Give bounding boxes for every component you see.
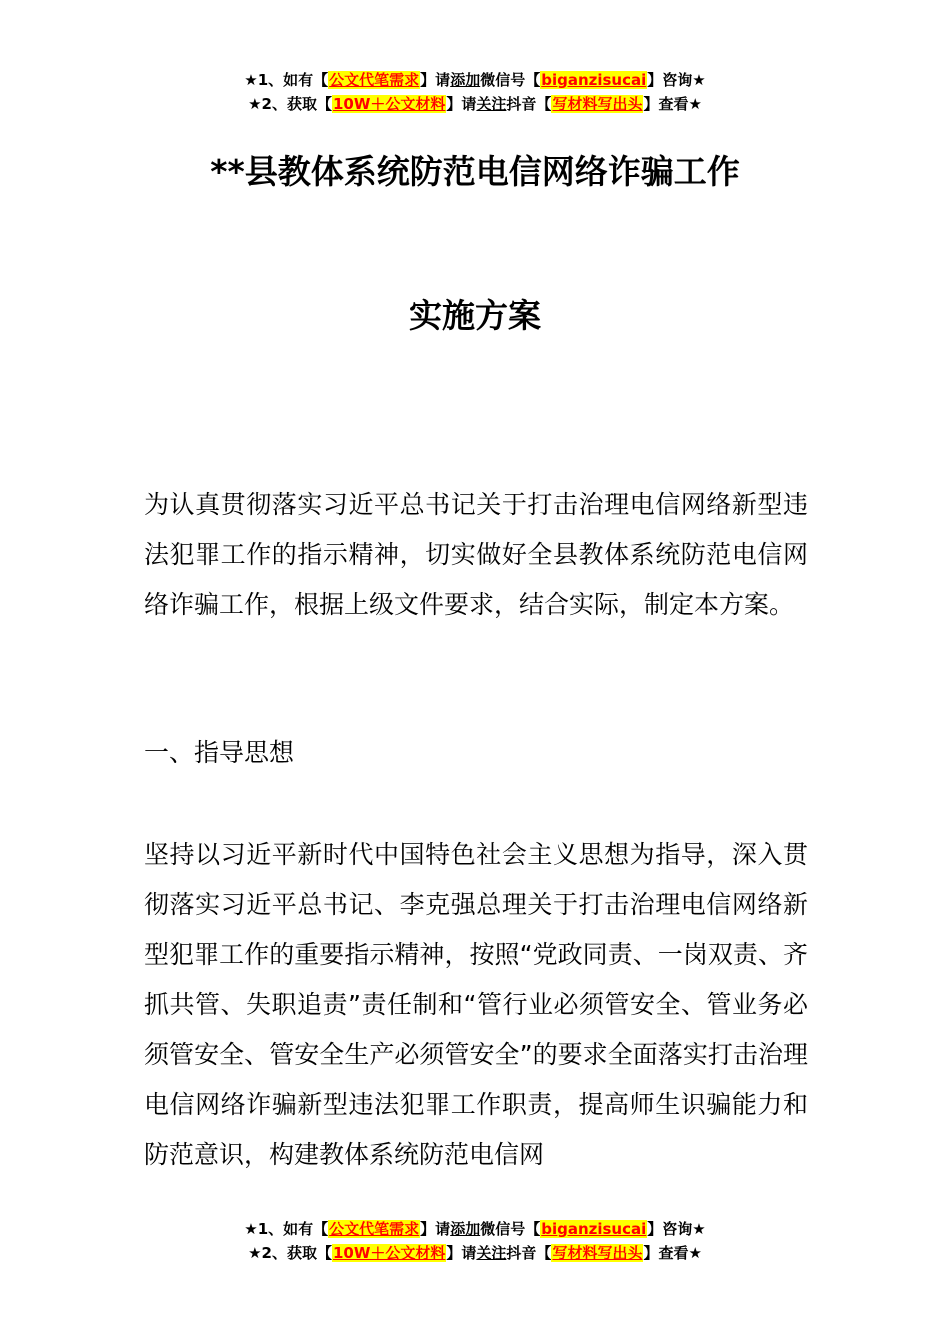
promo-highlight-service: 公文代笔需求 xyxy=(329,1220,420,1238)
promo-highlight-materials: 10W＋公文材料 xyxy=(332,1244,446,1262)
section-heading-guiding-ideology: 一、指导思想 xyxy=(144,738,295,767)
document-title-line-2: 实施方案 xyxy=(409,296,541,335)
promo-line-2-underlined: 关注 xyxy=(476,95,507,113)
promo-highlight-wechat-id: biganzisucai xyxy=(541,1220,647,1238)
promo-line-1-prefix: ★1、如有【 xyxy=(244,1220,329,1238)
promo-highlight-service: 公文代笔需求 xyxy=(329,71,420,89)
promo-line-1-suffix: 】咨询★ xyxy=(647,1220,706,1238)
promo-line-2-suffix: 】查看★ xyxy=(643,1244,702,1262)
promo-line-1-mid: 】请 xyxy=(420,71,451,89)
promo-highlight-douyin: 写材料写出头 xyxy=(552,95,643,113)
promo-line-2-suffix: 】查看★ xyxy=(643,95,702,113)
promo-banner-top xyxy=(0,68,950,116)
promo-line-2-mid2: 抖音【 xyxy=(506,95,552,113)
promo-line-2-mid: 】请 xyxy=(446,1244,477,1262)
promo-line-1-bottom xyxy=(0,1217,950,1241)
promo-line-1-underlined: 添加 xyxy=(450,1220,481,1238)
promo-line-2-mid: 】请 xyxy=(446,95,477,113)
promo-line-2-underlined: 关注 xyxy=(476,1244,507,1262)
promo-line-1-mid: 】请 xyxy=(420,1220,451,1238)
promo-line-1-mid2: 微信号【 xyxy=(480,1220,541,1238)
promo-banner-bottom xyxy=(0,1217,950,1265)
promo-line-1-underlined: 添加 xyxy=(450,71,481,89)
promo-line-2-bottom xyxy=(0,1241,950,1265)
promo-highlight-wechat-id: biganzisucai xyxy=(541,71,647,89)
promo-line-1-suffix: 】咨询★ xyxy=(647,71,706,89)
document-title-line-1: **县教体系统防范电信网络诈骗工作 xyxy=(210,152,740,191)
promo-line-1-mid2: 微信号【 xyxy=(480,71,541,89)
promo-line-1-prefix: ★1、如有【 xyxy=(244,71,329,89)
intro-paragraph: 为认真贯彻落实习近平总书记关于打击治理电信网络新型违法犯罪工作的指示精神，切实做好全县教体系统防范电信网络诈骗工作，根据上级文件要求，结合实际，制定本方案。 xyxy=(144,490,808,619)
promo-highlight-douyin: 写材料写出头 xyxy=(552,1244,643,1262)
promo-line-2-mid2: 抖音【 xyxy=(506,1244,552,1262)
promo-line-2-prefix: ★2、获取【 xyxy=(248,1244,332,1262)
section-paragraph-guiding-ideology: 坚持以习近平新时代中国特色社会主义思想为指导，深入贯彻落实习近平总书记、李克强总理关于打击治理电信网络新型犯罪工作的重要指示精神，按照“党政同责、一岗双责、齐抓共管、失职追责”责任制和“管行业必须管安全、管业务必须管安全、管安全生产必须管安全”的要求全面落实打击治理电信网络诈骗新型违法犯罪工作职责，提高师生识骗能力和防范意识，构建教体系统防范电信网 xyxy=(144,840,808,1169)
promo-line-2 xyxy=(0,92,950,116)
promo-line-1 xyxy=(0,68,950,92)
promo-highlight-materials: 10W＋公文材料 xyxy=(332,95,446,113)
promo-line-2-prefix: ★2、获取【 xyxy=(248,95,332,113)
